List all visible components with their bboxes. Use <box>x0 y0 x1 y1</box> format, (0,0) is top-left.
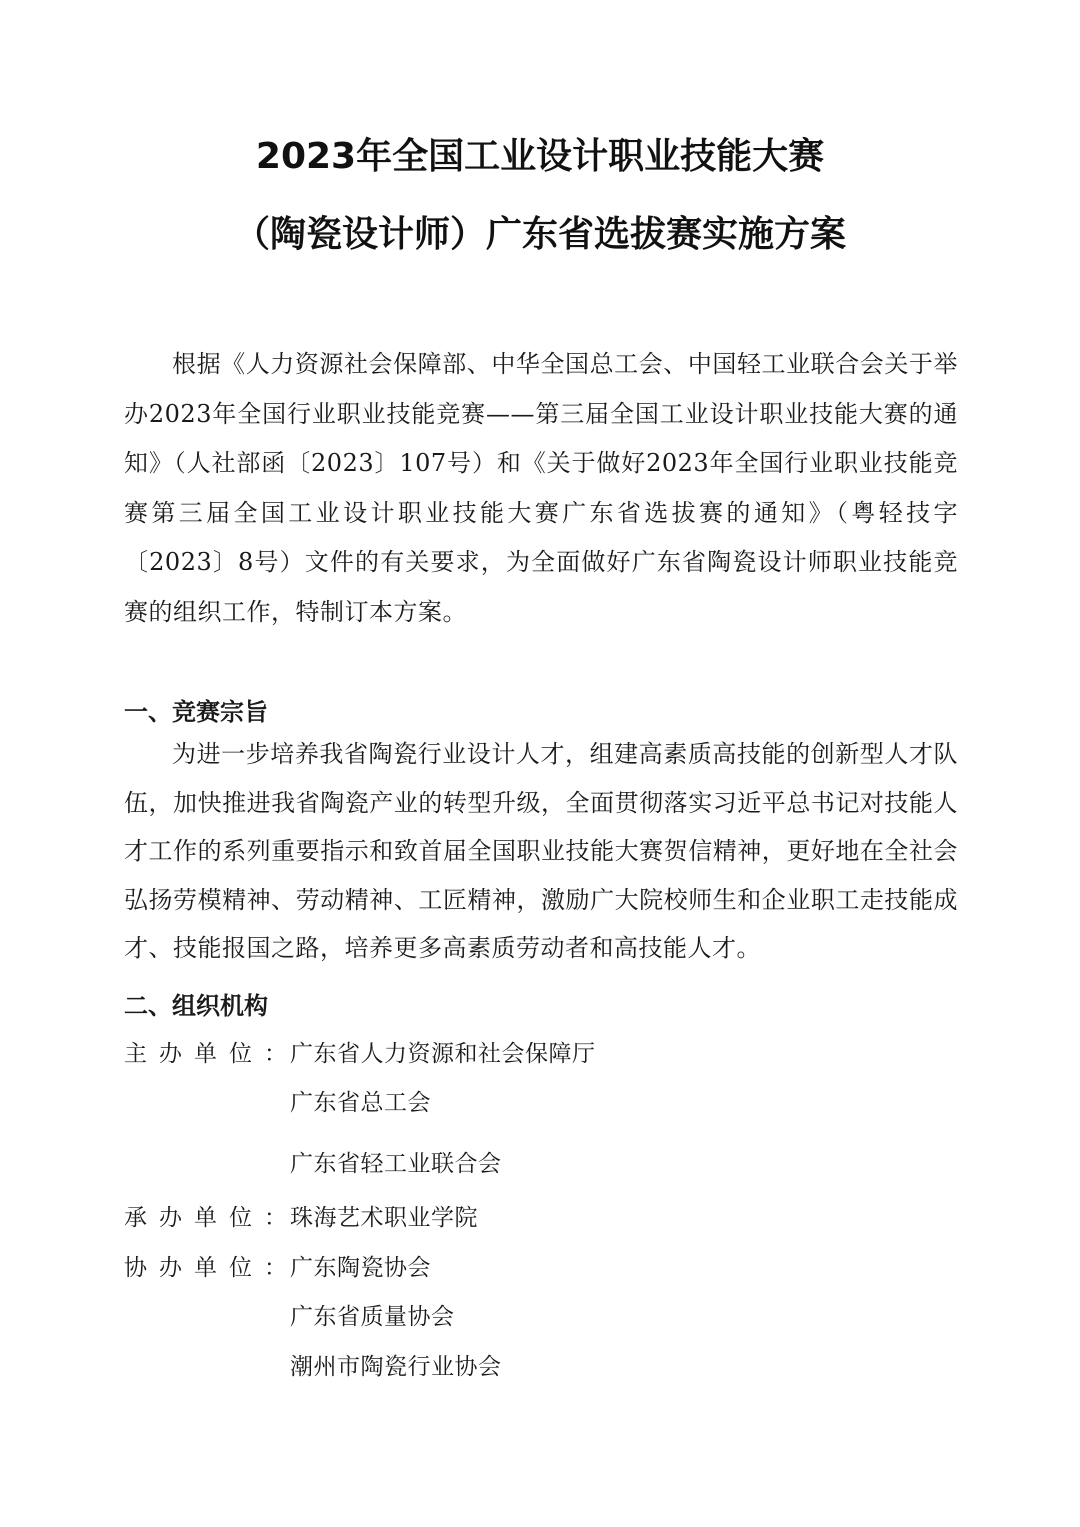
co-organizer-3: 潮州市陶瓷行业协会 <box>290 1354 502 1380</box>
co-organizer-1: 广东陶瓷协会 <box>290 1255 431 1281</box>
section-2-heading: 二、组织机构 <box>124 992 268 1020</box>
host-2: 广东省总工会 <box>290 1090 431 1116</box>
host-3: 广东省轻工业联合会 <box>290 1151 502 1177</box>
co-organizer-label: 协办单位： <box>124 1255 299 1281</box>
intro-paragraph: 根据《人力资源社会保障部、中华全国总工会、中国轻工业联合会关于举办2023年全国行业职业技能竞赛——第三届全国工业设计职业技能大赛的通知》（人社部函〔2023〕107号）和《关于做好2023年全国行业职业技能竞赛第三届全国工业设计职业技能大赛广东省选拔赛的通知》（粤轻技字〔2023〕8号）文件的有关要求，为全面做好广东省陶瓷设计师职业技能竞赛的组织工作，特制订本方案。 <box>124 350 958 626</box>
section-1-heading: 一、竞赛宗旨 <box>124 698 268 726</box>
document-title-line-2: （陶瓷设计师）广东省选拔赛实施方案 <box>233 214 846 255</box>
section-1-body: 为进一步培养我省陶瓷行业设计人才，组建高素质高技能的创新型人才队伍，加快推进我省陶瓷产业的转型升级，全面贯彻落实习近平总书记对技能人才工作的系列重要指示和致首届全国职业技能大赛贺信精神，更好地在全社会弘扬劳模精神、劳动精神、工匠精神，激励广大院校师生和企业职工走技能成才、技能报国之路，培养更多高素质劳动者和高技能人才。 <box>124 740 958 962</box>
organizer-label: 承办单位： <box>124 1205 299 1231</box>
co-organizer-2: 广东省质量协会 <box>290 1304 455 1330</box>
organizer-value: 珠海艺术职业学院 <box>290 1205 478 1231</box>
document-title-line-1: 2023年全国工业设计职业技能大赛 <box>255 136 825 177</box>
host-label: 主办单位： <box>124 1041 299 1067</box>
host-1: 广东省人力资源和社会保障厅 <box>290 1041 596 1067</box>
